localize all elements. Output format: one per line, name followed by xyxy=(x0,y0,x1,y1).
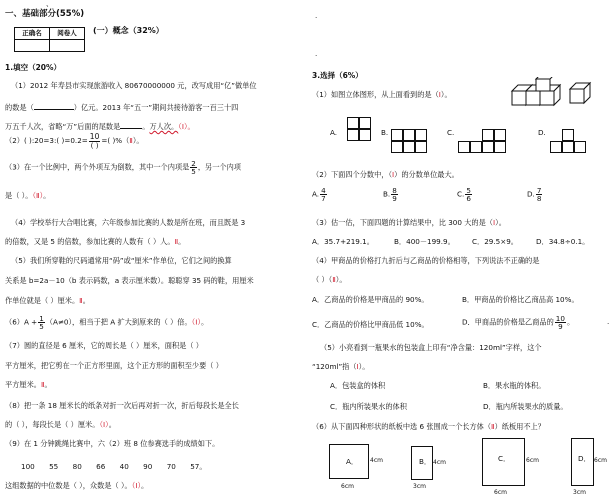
c5-l2a: “120ml”指（ xyxy=(312,362,357,371)
q4-l2b: 。 xyxy=(178,237,186,246)
c3-opt-d[interactable]: D．34.8÷0.1。 xyxy=(536,237,590,246)
c1-b: ）。 xyxy=(440,90,452,99)
cube xyxy=(550,141,562,153)
stacked-cubes-figure xyxy=(510,77,600,109)
q8-l2a: 的（ ），每段长是（ ）厘米。 xyxy=(5,420,100,429)
c3-opt-c[interactable]: C．29.5×9。 xyxy=(472,237,518,246)
c1-tag: Ⅰ xyxy=(438,90,441,99)
c3-a: （3）估一估，下面四题的计算结果中，比 300 大的是（ xyxy=(312,218,493,227)
c4-opt-b[interactable]: B．甲商品的价格比乙商品高 10%。 xyxy=(462,295,579,304)
c3-opt-a[interactable]: A．35.7+219.1。 xyxy=(312,237,374,246)
c3-line xyxy=(312,219,506,226)
cube xyxy=(391,141,403,153)
c5-opt-c[interactable]: C．瓶内所装果水的体积 xyxy=(330,402,407,411)
q7-l3b: 。 xyxy=(44,380,52,389)
score-col-2: 阅卷人 xyxy=(50,28,85,40)
c1-opt-b-label: B. xyxy=(381,128,389,137)
q8-line1: （8）把一条 18 厘米长的纸条对折一次后再对折一次，折后每段长是全长 xyxy=(5,401,239,410)
q5-l3a: 作单位就是（ ）厘米。 xyxy=(5,296,80,305)
cube xyxy=(403,141,415,153)
cube xyxy=(482,141,494,153)
q7-line3 xyxy=(5,381,52,388)
q3-num: 2 xyxy=(191,159,196,168)
cube xyxy=(415,141,427,153)
c5-line2 xyxy=(312,363,369,370)
cube xyxy=(403,129,415,141)
q3-line1 xyxy=(5,160,241,175)
cube xyxy=(562,141,574,153)
cube xyxy=(470,141,482,153)
c2-c-num: 5 xyxy=(466,186,471,195)
board-b-label: B． xyxy=(419,457,432,466)
c2-a-num: 4 xyxy=(321,186,326,195)
c6-line xyxy=(312,423,545,430)
fill-title: 1.填空（20%） xyxy=(5,63,62,72)
c2-c-den: 6 xyxy=(466,194,471,204)
q6-a: （6）A + xyxy=(5,317,38,327)
c4-line1: （4）甲商品的价格打九折后与乙商品的价格相等，下列说法不正确的是 xyxy=(312,256,540,265)
q9-line3 xyxy=(5,482,148,489)
c4-line2 xyxy=(312,276,347,283)
q9-l3a: 这组数据的中位数是（ ），众数是（ ）。 xyxy=(5,481,132,490)
c2-d-num: 7 xyxy=(536,186,542,195)
board-c-side: 6cm xyxy=(526,457,539,464)
c2-d-den: 8 xyxy=(536,194,542,204)
q1-l2a: 的数是（ xyxy=(5,103,34,112)
c4-d-fraction xyxy=(555,315,566,330)
c2-opt-a-fraction xyxy=(320,187,327,202)
c2-opt-c-label: C. xyxy=(457,189,465,199)
q1-line2 xyxy=(5,102,238,111)
c4-l2a: （ ）（ xyxy=(312,275,333,284)
c2-opt-a[interactable] xyxy=(312,187,328,202)
q9-l3b: 。 xyxy=(141,481,149,490)
c4-d-den: 9 xyxy=(558,322,563,332)
q3-b: ，另一个内项 xyxy=(197,162,241,172)
q3-l2a: 是（ ）。 xyxy=(5,191,33,200)
c2-opt-b-label: B. xyxy=(383,189,391,199)
q3-l2b: 。 xyxy=(43,191,51,200)
q1-line3 xyxy=(5,121,195,130)
c1-a: （1）如图立体图形，从上面看到的是（ xyxy=(312,90,439,99)
q1-blank2[interactable] xyxy=(120,121,142,129)
q7-line1: （7）圆的直径是 6 厘米，它的周长是（ ）厘米，面积是（ ） xyxy=(5,341,203,350)
cube xyxy=(494,129,506,141)
q6-fraction xyxy=(38,315,45,330)
section1-title: 一、基础部分(55%) xyxy=(5,9,85,19)
q4-tag: Ⅱ xyxy=(174,237,179,246)
board-d-side: 6cm xyxy=(594,457,607,464)
c2-line xyxy=(312,171,459,178)
c2-opt-c[interactable] xyxy=(457,187,473,202)
cube xyxy=(574,141,586,153)
q5-line3 xyxy=(5,297,90,304)
q8-l2b: 。 xyxy=(108,420,116,429)
q2-b: =( )%（ xyxy=(101,135,130,145)
board-a-label: A． xyxy=(346,457,359,466)
c1-opt-a-label: A. xyxy=(330,128,338,137)
q3-a: （3）在一个比例中，两个外项互为倒数，其中一个内项是 xyxy=(5,162,190,172)
c6-a: （6）从下面四种形状的纸板中选 6 张围成一个长方体（ xyxy=(312,422,492,431)
c4-l2b: ）。 xyxy=(335,275,347,284)
q8-tag: （Ⅰ） xyxy=(99,420,109,429)
c5-opt-a[interactable]: A．包装盒的体积 xyxy=(330,381,386,390)
q6-den: 5 xyxy=(39,322,44,332)
q8-line2 xyxy=(5,421,116,428)
q2-fraction xyxy=(89,133,101,149)
cube xyxy=(494,141,506,153)
q9-scores: 100 55 80 66 40 90 70 57。 xyxy=(21,462,207,471)
c4-d-tail: 。 xyxy=(566,317,575,327)
board-c-label: C． xyxy=(498,454,511,463)
cube xyxy=(359,129,371,141)
q2-a: （2）( ):20=3:( )=0.2= xyxy=(5,135,88,145)
c1-opt-c-label: C. xyxy=(447,128,455,137)
cube xyxy=(347,117,359,129)
c5-opt-b[interactable]: B．果水瓶的体积。 xyxy=(483,381,546,390)
q6-line xyxy=(5,315,208,330)
choice-title: 3.选择（6%） xyxy=(312,71,363,80)
q2-tag: Ⅱ xyxy=(129,135,133,145)
q5-line2: 关系是 b=2a－10（b 表示码数，a 表示厘米数）。聪聪穿 35 码的鞋，用厘米 xyxy=(5,276,254,285)
c2-b-num: 8 xyxy=(392,186,397,195)
board-d-label: D． xyxy=(578,454,591,463)
c2-b-den: 9 xyxy=(392,194,397,204)
c4-tag: Ⅱ xyxy=(332,275,336,284)
q2-num: 10 xyxy=(89,132,100,141)
c4-d-text: D．甲商品的价格是乙商品的 xyxy=(462,317,554,327)
q2-den: ( ) xyxy=(90,140,99,150)
c2-a-den: 7 xyxy=(321,194,326,204)
c3-opt-b[interactable]: B．400－199.9。 xyxy=(394,237,455,246)
c5-line1: （5）小亮看到一瓶果水的包装盒上印有“净含量：120ml”字样，这个 xyxy=(320,343,542,352)
c2-opt-d[interactable] xyxy=(527,187,543,202)
c2-opt-b-fraction xyxy=(391,187,398,202)
board-d-bottom: 3cm xyxy=(573,489,586,496)
c5-l2b: ）。 xyxy=(358,362,370,371)
q3-tag: （Ⅱ） xyxy=(32,191,44,200)
q3-fraction xyxy=(190,160,197,175)
board-b-side: 4cm xyxy=(433,459,446,466)
q6-tag: （Ⅰ） xyxy=(191,317,201,327)
c2-opt-c-fraction xyxy=(465,187,472,202)
q6-b: （A≠0），相当于把 A 扩大到原来的（ ）倍。 xyxy=(45,317,192,327)
c2-b: ）的分数单位最大。 xyxy=(394,170,459,179)
q7-line2: 平方厘米，把它剪在一个正方形里面，这个正方形的面积至少要（ ） xyxy=(5,361,223,370)
c2-tag: Ⅰ xyxy=(392,170,395,179)
q4-l2a: 的倍数，又是 5 的倍数，参加比赛的人数有（ ）人。 xyxy=(5,237,175,246)
q6-num: 1 xyxy=(39,314,44,323)
q1-blank1[interactable] xyxy=(34,102,74,110)
cube xyxy=(482,129,494,141)
q9-line1: （9）在 1 分钟跳绳比赛中，六（2）班 8 位参赛选手的成绩如下。 xyxy=(5,439,220,448)
c2-opt-b[interactable] xyxy=(383,187,399,202)
q6-c: 。 xyxy=(200,317,209,327)
c4-opt-a[interactable]: A．乙商品的价格是甲商品的 90%。 xyxy=(312,295,429,304)
c6-b: ）纸板用不上？ xyxy=(494,422,545,431)
c2-a: （2）下面四个分数中，（ xyxy=(312,170,393,179)
cube xyxy=(415,129,427,141)
q1-l3b: 。 xyxy=(142,122,150,131)
q1-l3c: 万人次。 xyxy=(149,122,179,131)
q1-line1: （1）2012 年寿县市实现旅游收入 80670000000 元，改写成用“亿”做单位 xyxy=(11,81,257,90)
board-c-bottom: 6cm xyxy=(494,489,507,496)
score-table xyxy=(14,27,85,52)
q7-tag: Ⅱ xyxy=(40,380,45,389)
c6-tag: Ⅱ xyxy=(491,422,495,431)
c5-tag: Ⅰ xyxy=(356,362,359,371)
board-a-bottom: 6cm xyxy=(341,483,354,490)
cube xyxy=(458,141,470,153)
board-b-bottom: 3cm xyxy=(413,483,426,490)
q1-level-tag: （Ⅰ）。 xyxy=(178,122,195,131)
q4-line1: （4）学校举行大合唱比赛，六年级参加比赛的人数是所在班，而且既是 3 xyxy=(11,218,246,227)
score-col-1: 正确名 xyxy=(15,28,50,40)
top-mark: 、 xyxy=(46,0,54,8)
q1-l2b: ）亿元。2013 年“五一”期间共接待游客一百三十四 xyxy=(73,103,239,112)
c4-d-num: 10 xyxy=(555,314,565,323)
concept-subtitle: (一）概念（32%） xyxy=(93,26,164,35)
c1-opt-d-label: D. xyxy=(538,128,546,137)
cube xyxy=(347,129,359,141)
c3-tag: Ⅰ xyxy=(493,218,496,227)
edge-mark-b: · xyxy=(315,51,318,60)
q3-den: 5 xyxy=(191,167,196,177)
cube xyxy=(562,129,574,141)
q5-tag: Ⅱ xyxy=(79,296,83,305)
c5-opt-d[interactable]: D．瓶内所装果水的质量。 xyxy=(483,402,568,411)
q5-line1: （5）我们所穿鞋的尺码通常用“码”或“厘米”作单位，它们之间的换算 xyxy=(11,256,232,265)
c2-opt-a-label: A. xyxy=(312,189,320,199)
q1-l3a: 万五千人次，省略“万”后面的尾数是 xyxy=(5,122,121,131)
cube xyxy=(391,129,403,141)
c2-opt-d-fraction xyxy=(536,187,543,202)
q5-l3b: 。 xyxy=(82,296,90,305)
c1-line xyxy=(312,91,452,98)
q4-line2 xyxy=(5,238,185,245)
q3-line2 xyxy=(5,192,50,199)
c2-opt-d-label: D. xyxy=(527,189,535,199)
q9-tag: （Ⅰ） xyxy=(131,481,142,490)
score-cell-1[interactable] xyxy=(15,40,50,52)
board-a-side: 4cm xyxy=(370,457,383,464)
edge-mark-a: · xyxy=(315,13,318,22)
q2-line xyxy=(5,133,144,149)
c4-opt-c[interactable]: C．乙商品的价格比甲商品低 10%。 xyxy=(312,320,429,329)
cube xyxy=(359,117,371,129)
q2-c: ）。 xyxy=(132,135,144,145)
c4-opt-d[interactable] xyxy=(462,315,574,330)
c3-b: ）。 xyxy=(495,218,506,227)
edge-mark-c: · xyxy=(607,319,610,328)
q7-l3a: 平方厘米。 xyxy=(5,380,41,389)
score-cell-2[interactable] xyxy=(50,40,85,52)
